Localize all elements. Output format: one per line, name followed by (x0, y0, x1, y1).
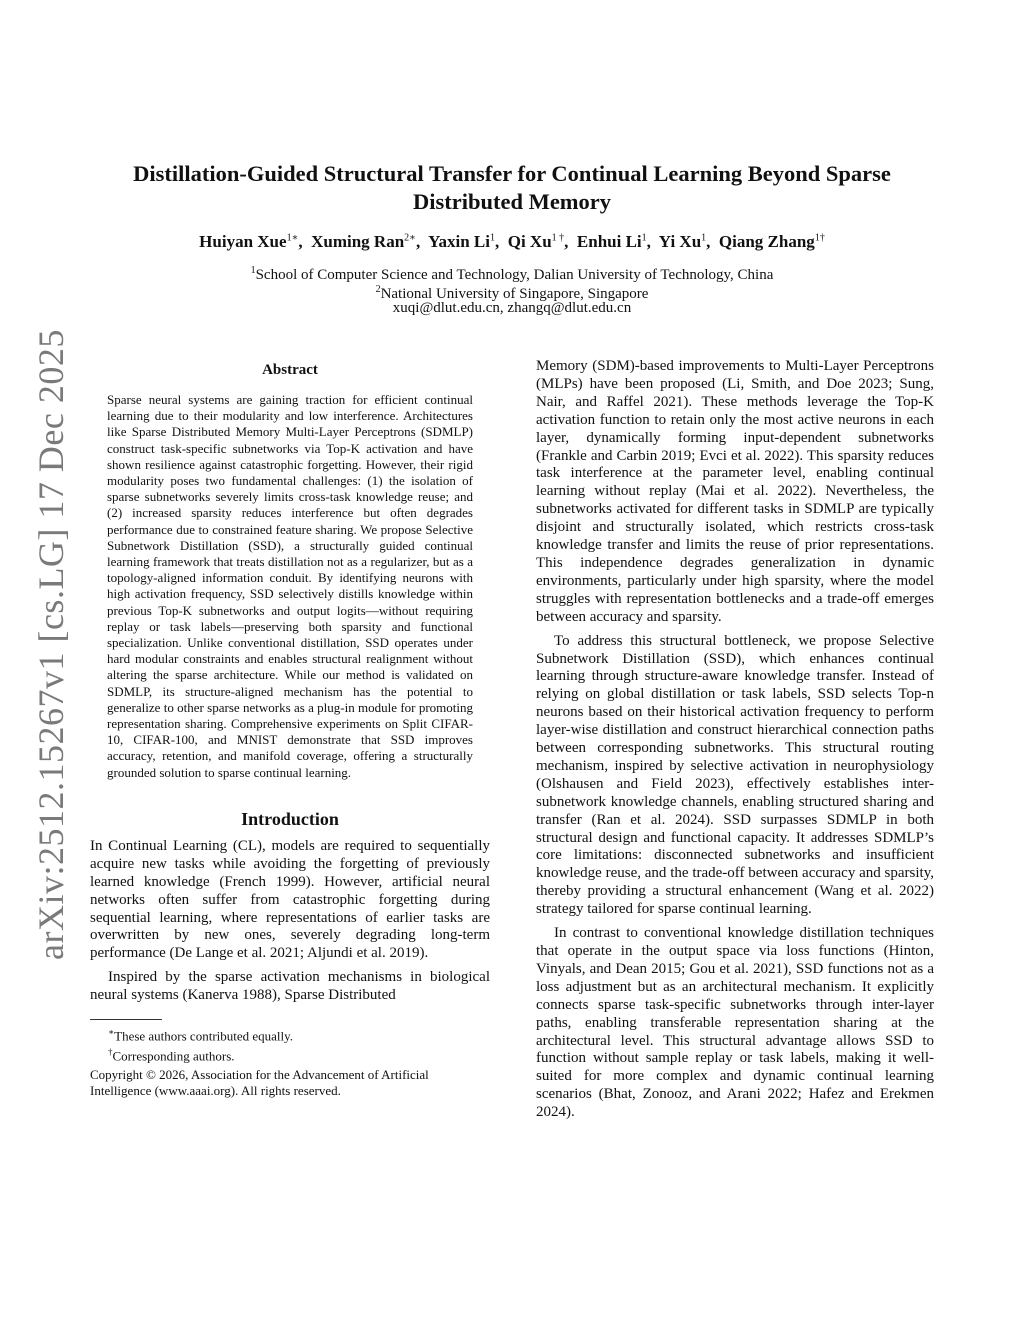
intro-paragraph-2: Inspired by the sparse activation mechanisms in biological neural systems (Kanerva 1988), Sparse Distributed (90, 969, 490, 1004)
right-paragraph-1: Memory (SDM)-based improvements to Multi-Layer Perceptrons (MLPs) have been proposed (Li, Smith, and Doe 2023; Sung, Nair, and Raffel 2021). These methods leverage the Top-K activation function to retain only the most active neurons in each layer, dynamically forming input-dependent subnetworks (Frankle and Carbin 2019; Evci et al. 2022). This sparsity reduces task interference at the parameter level, enabling continual learning without replay (Mai et al. 2022). Nevertheless, the subnetworks activated for different tasks in SDMLP are typically disjoint and structurally isolated, which restricts cross-task knowledge transfer and limits the reuse of prior representations. This independence degrades generalization in dynamic environments, particularly under high sparsity, where the model struggles with representation bottlenecks and a trade-off emerges between accuracy and sparsity. (536, 358, 934, 625)
author-name: Enhui Li (576, 232, 642, 251)
author-mark: 1† (814, 232, 825, 244)
author-name: Yaxin Li (428, 232, 490, 251)
author-mark: 2∗ (404, 232, 416, 244)
footnote-text: These authors contributed equally. (114, 1028, 294, 1044)
author-mark: 1∗ (286, 232, 299, 244)
introduction-heading: Introduction (241, 808, 339, 829)
footnote-divider (90, 1019, 162, 1020)
footnote-mark: † (108, 1047, 113, 1058)
intro-paragraph-1: In Continual Learning (CL), models are required to sequentially acquire new tasks while avoiding the forgetting of previously learned knowledge (French 1999). However, artificial neural networks often suffer from catastrophic forgetting during sequential learning, where representations of earlier tasks are overwritten by new ones, severely degrading long-term performance (De Lange et al. 2021; Aljundi et al. 2019). (90, 837, 490, 962)
left-column (90, 362, 490, 1099)
affiliation-mark: 1 (250, 265, 256, 276)
right-column (536, 358, 934, 1122)
abstract-heading: Abstract (262, 362, 318, 378)
copyright-notice: Copyright © 2026, Association for the Advancement of Artificial Intelligence (www.aaai.org). All rights reserved. (90, 1066, 429, 1098)
author-name: Huiyan Xue (199, 232, 287, 251)
abstract-text: Sparse neural systems are gaining traction for efficient continual learning due to their modularity and low interference. Architectures like Sparse Distributed Memory Multi-Layer Perceptrons (SDMLP) construct task-specific subnetworks via Top-K activation and have shown resilience against catastrophic forgetting. However, their rigid modularity poses two fundamental challenges: (1) the isolation of sparse subnetworks severely limits cross-task knowledge reuse; and (2) increased sparsity reduces interference but often degrades performance due to constrained feature sharing. We propose Selective Subnetwork Distillation (SSD), a structurally guided continual learning framework that treats distillation not as a regularizer, but as a topology-aligned information conduit. By identifying neurons with high activation frequency, SSD selectively distills knowledge within previous Top-K subnetworks and output logits—without requiring replay or task labels—preserving both sparsity and functional specialization. Unlike conventional distillation, SSD operates under hard modular constraints and enables structural realignment without altering the sparse architecture. While our method is validated on SDMLP, its structure-aligned mechanism has the potential to generalize to other sparse networks as a plug-in module for promoting representation sharing. Comprehensive experiments on Split CIFAR-10, CIFAR-100, and MNIST demonstrate that SSD improves accuracy, retention, and manifold coverage, offering a structurally grounded solution to sparse continual learning. (107, 392, 473, 780)
author-list: Huiyan Xue$^{1∗}$, Xuming Ran$^{2∗}$, Yaxin Li$^1$, Qi $Xu^{1 \dagger}$, Enhui Li$^1$, Yi Xu$^1$, Qiang Zhang$^{1\dagger}$ (199, 232, 825, 251)
affiliation-text: School of Computer Science and Technology, Dalian University of Technology, China (255, 267, 774, 283)
author-emails: xuqi@dlut.edu.cn, zhangq@dlut.edu.cn (392, 300, 632, 316)
footnote-text: Corresponding authors. (112, 1048, 235, 1064)
affiliation-text: National University of Singapore, Singapore (380, 286, 649, 302)
author-mark: 1 (489, 232, 495, 244)
author-mark: 1 (701, 232, 707, 244)
arxiv-side-stamp: arXiv:2512.15267v1 [cs.LG] 17 Dec 2025 (31, 329, 71, 960)
author-mark: 1 † (551, 232, 565, 244)
footnote-equal-contribution (108, 1024, 490, 1044)
footnote-mark: ∗ (108, 1027, 115, 1038)
author-name: Qi Xu (507, 232, 552, 251)
author-name: Xuming Ran (311, 232, 405, 251)
right-paragraph-2: To address this structural bottleneck, we propose Selective Subnetwork Distillation (SSD), which enhances continual learning through structure-aware knowledge transfer. Instead of relying on global distillation or task labels, SSD selects Top-n neurons based on their historical activation frequency to perform layer-wise distillation and construct hierarchical connection paths between corresponding subnetworks. This structural routing mechanism, inspired by selective activation in neurophysiology (Olshausen and Field 2023), effectively establishes inter-subnetwork knowledge channels, enabling structured sharing and transfer (Ran et al. 2024). SSD surpasses SDMLP in both structural design and functional capacity. It addresses SDMLP’s core limitations: disconnected subnetworks and insufficient knowledge reuse, and the trade-off between accuracy and sparsity, thereby providing a structural enhancement (Wang et al. 2022) strategy tailored for sparse continual learning. (536, 632, 934, 918)
author-name: Qiang Zhang (718, 232, 815, 251)
footnote-corresponding (108, 1044, 490, 1064)
paper-title: Distillation-Guided Structural Transfer for Continual Learning Beyond Sparse Distributed Memory (133, 161, 891, 214)
author-name: Yi Xu (658, 232, 702, 251)
affiliation-mark: 2 (375, 284, 381, 295)
right-paragraph-3: In contrast to conventional knowledge distillation techniques that operate in the output space via loss functions (Hinton, Vinyals, and Dean 2015; Gou et al. 2021), SSD functions not as a loss adjustment but as an architectural mechanism. It explicitly connects sparse task-specific subnetworks through inter-layer paths, enabling transferable representation sharing at the architectural level. This structural advantage allows SSD to function without sample replay or task labels, making it well-suited for more complex and dynamic continual learning scenarios (Bhat, Zonooz, and Arani 2022; Hafez and Erekmen 2024). (536, 925, 934, 1121)
author-mark: 1 (641, 232, 647, 244)
